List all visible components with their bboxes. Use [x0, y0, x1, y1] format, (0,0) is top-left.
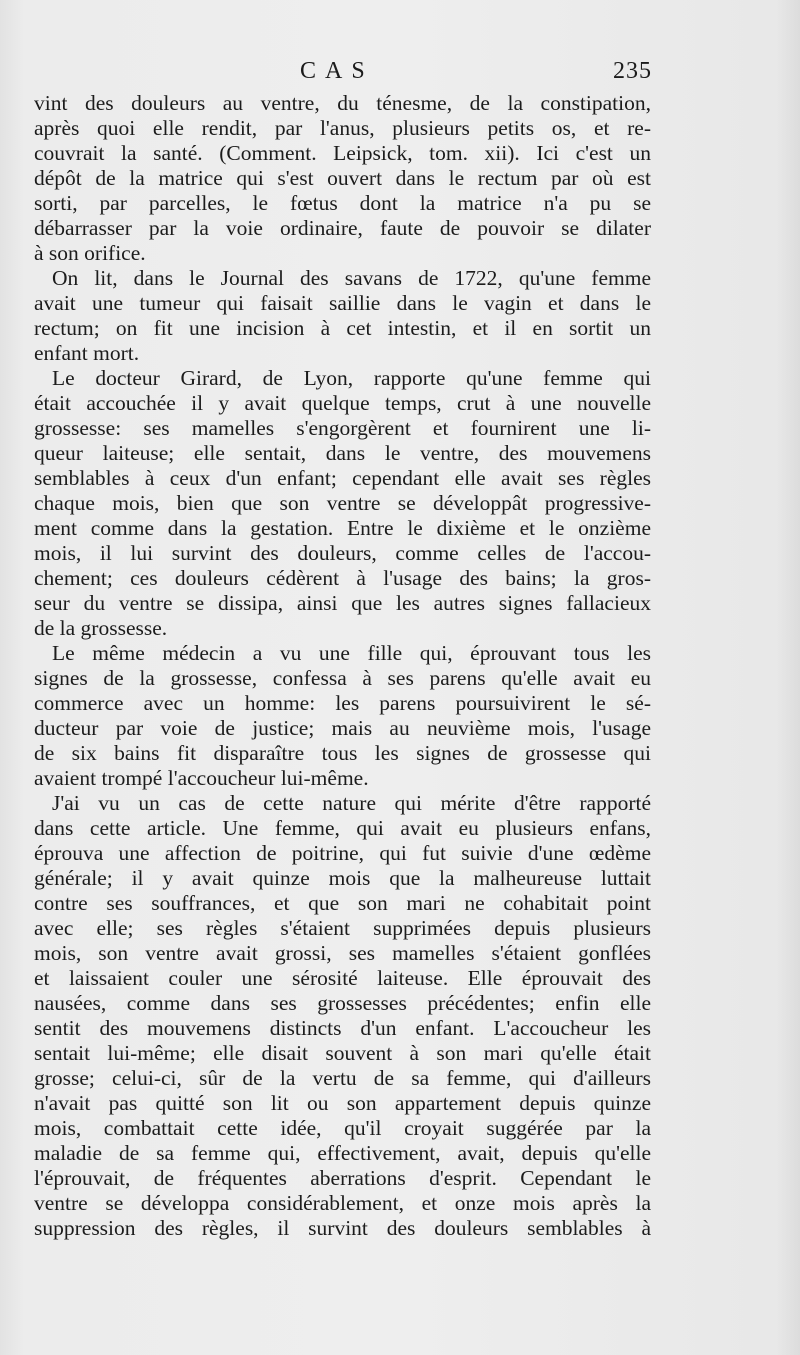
text-line: sorti, par parcelles, le fœtus dont la matrice n'a pu se — [34, 191, 651, 215]
text-line: n'avait pas quitté son lit ou son appartement depuis quinze — [34, 1091, 651, 1115]
text-line: J'ai vu un cas de cette nature qui mérite d'être rapporté — [52, 791, 651, 815]
text-line: rectum; on fit une incision à cet intestin, et il en sortit un — [34, 316, 651, 340]
text-line: dans cette article. Une femme, qui avait eu plusieurs enfans, — [34, 816, 651, 840]
text-line: Le même médecin a vu une fille qui, éprouvant tous les — [52, 641, 651, 665]
page-number: 235 — [613, 58, 652, 84]
running-head — [0, 58, 800, 90]
text-line: semblables à ceux d'un enfant; cependant elle avait ses règles — [34, 466, 651, 490]
text-line: contre ses souffrances, et que son mari ne cohabitait point — [34, 891, 651, 915]
text-line: Le docteur Girard, de Lyon, rapporte qu'une femme qui — [52, 366, 651, 390]
text-line: grossesse: ses mamelles s'engorgèrent et fournirent une li- — [34, 416, 651, 440]
text-line: éprouva une affection de poitrine, qui fut suivie d'une œdème — [34, 841, 651, 865]
text-line: avaient trompé l'accoucheur lui-même. — [34, 766, 369, 790]
text-line: chement; ces douleurs cédèrent à l'usage des bains; la gros- — [34, 566, 651, 590]
text-line: maladie de sa femme qui, effectivement, avait, depuis qu'elle — [34, 1141, 651, 1165]
text-line: mois, il lui survint des douleurs, comme celles de l'accou- — [34, 541, 651, 565]
text-line: après quoi elle rendit, par l'anus, plusieurs petits os, et re- — [34, 116, 651, 140]
text-line: queur laiteuse; elle sentait, dans le ventre, des mouvemens — [34, 441, 651, 465]
text-line: mois, combattait cette idée, qu'il croyait suggérée par la — [34, 1116, 651, 1140]
text-line: générale; il y avait quinze mois que la malheureuse luttait — [34, 866, 651, 890]
text-line: enfant mort. — [34, 341, 140, 365]
running-head-title: CAS — [300, 58, 374, 84]
text-line: l'éprouvait, de fréquentes aberrations d'esprit. Cependant le — [34, 1166, 651, 1190]
text-line: couvrait la santé. (Comment. Leipsick, tom. xii). Ici c'est un — [34, 141, 651, 165]
text-line: de la grossesse. — [34, 616, 168, 640]
text-line: mois, son ventre avait grossi, ses mamelles s'étaient gonflées — [34, 941, 651, 965]
text-line: ventre se développa considérablement, et onze mois après la — [34, 1191, 651, 1215]
text-line: vint des douleurs au ventre, du ténesme, de la constipation, — [34, 91, 651, 115]
text-line: ducteur par voie de justice; mais au neuvième mois, l'usage — [34, 716, 651, 740]
text-line: ment comme dans la gestation. Entre le dixième et le onzième — [34, 516, 651, 540]
text-line: dépôt de la matrice qui s'est ouvert dans le rectum par où est — [34, 166, 651, 190]
text-line: On lit, dans le Journal des savans de 1722, qu'une femme — [52, 266, 651, 290]
text-line: de six bains fit disparaître tous les signes de grossesse qui — [34, 741, 651, 765]
text-line: était accouchée il y avait quelque temps, crut à une nouvelle — [34, 391, 651, 415]
text-line: signes de la grossesse, confessa à ses parens qu'elle avait eu — [34, 666, 651, 690]
text-line: et laissaient couler une sérosité laiteuse. Elle éprouvait des — [34, 966, 651, 990]
text-line: nausées, comme dans ses grossesses précédentes; enfin elle — [34, 991, 651, 1015]
text-line: seur du ventre se dissipa, ainsi que les autres signes fallacieux — [34, 591, 651, 615]
text-line: avec elle; ses règles s'étaient supprimées depuis plusieurs — [34, 916, 651, 940]
text-line: sentait lui-même; elle disait souvent à son mari qu'elle était — [34, 1041, 651, 1065]
text-line: grosse; celui-ci, sûr de la vertu de sa femme, qui d'ailleurs — [34, 1066, 651, 1090]
text-line: débarrasser par la voie ordinaire, faute de pouvoir se dilater — [34, 216, 651, 240]
text-line: sentit des mouvemens distincts d'un enfant. L'accoucheur les — [34, 1016, 651, 1040]
body-text — [34, 91, 651, 1241]
text-line: avait une tumeur qui faisait saillie dans le vagin et dans le — [34, 291, 651, 315]
text-line: chaque mois, bien que son ventre se développât progressive- — [34, 491, 651, 515]
text-line: suppression des règles, il survint des douleurs semblables à — [34, 1216, 651, 1240]
text-line: à son orifice. — [34, 241, 146, 265]
text-line: commerce avec un homme: les parens poursuivirent le sé- — [34, 691, 651, 715]
